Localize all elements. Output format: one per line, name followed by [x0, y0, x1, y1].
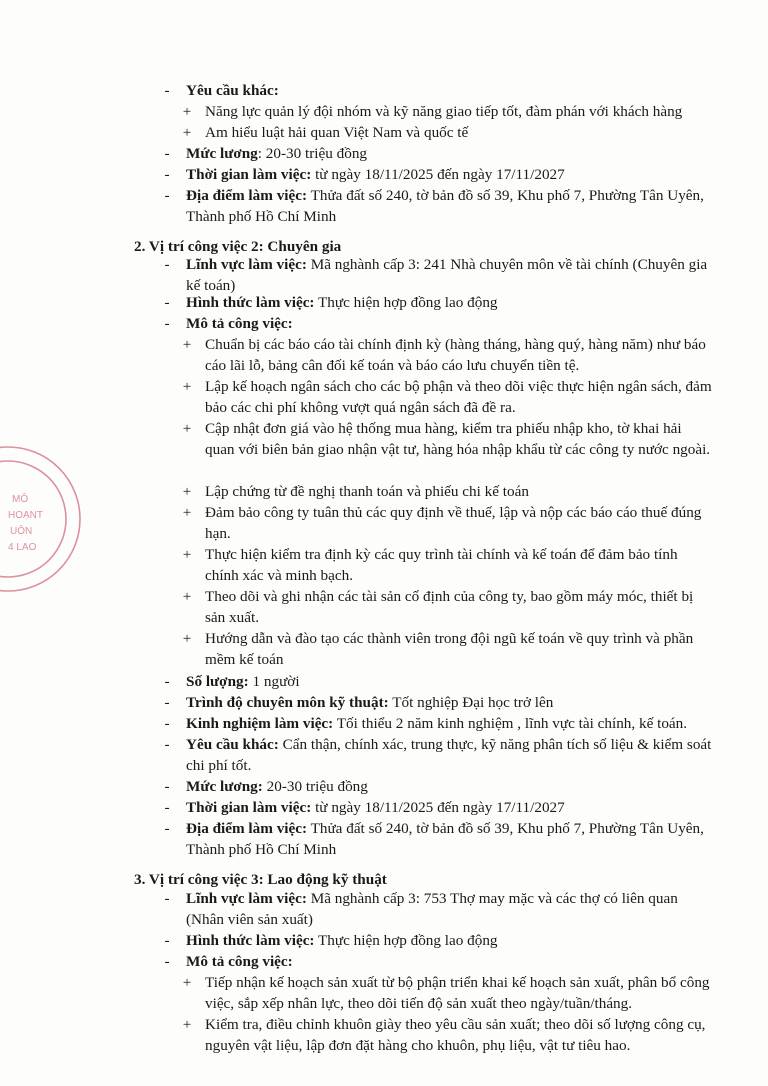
plus-item-text: Hướng dẫn và đào tạo các thành viên trong đội ngũ kế toán về quy trình và phần mềm kế toán	[205, 630, 694, 668]
plus-item-text: Lập kế hoạch ngân sách cho các bộ phận và theo dõi việc thực hiện ngân sách, đảm bảo các chi phí không vượt quá ngân sách đã đề ra.	[205, 378, 712, 416]
work-location-value: Thửa đất số 240, tờ bản đồ số 39, Khu phố 7, Phường Tân Uyên, Thành phố Hồ Chí Minh	[186, 187, 704, 225]
job-description-label: Mô tả công việc:	[186, 315, 293, 332]
field-label: Lĩnh vực làm việc:	[186, 890, 307, 907]
section-3-title: 3. Vị trí công việc 3: Lao động kỹ thuật	[134, 871, 387, 888]
dash-bullet: -	[164, 715, 170, 732]
plus-item-text: Tiếp nhận kế hoạch sản xuất từ bộ phận triển khai kế hoạch sản xuất, phân bổ công việc, sắp xếp nhân lực, theo dõi tiến độ sản xuất theo ngày/tuần/tháng.	[205, 974, 710, 1012]
work-time-value: từ ngày 18/11/2025 đến ngày 17/11/2027	[311, 166, 565, 183]
quantity-value: 1 người	[248, 673, 300, 690]
plus-item-text: Chuẩn bị các báo cáo tài chính định kỳ (hàng tháng, hàng quý, hàng năm) như báo cáo lãi lỗ, bảng cân đối kế toán và báo cáo lưu chuyển tiền tệ.	[205, 336, 706, 374]
requirement-other-value: Cẩn thận, chính xác, trung thực, kỹ năng phân tích số liệu & kiểm soát chi phí tốt.	[186, 736, 712, 774]
dash-bullet: -	[164, 145, 170, 162]
requirement-other-label: Yêu cầu khác:	[186, 82, 279, 99]
salary-value: : 20-30 triệu đồng	[257, 145, 368, 162]
plus-bullet: +	[182, 974, 192, 991]
dash-bullet: -	[164, 736, 170, 753]
plus-item-text: Cập nhật đơn giá vào hệ thống mua hàng, kiểm tra phiếu nhập kho, tờ khai hải quan với biên bản giao nhận vật tư, hàng hóa nhập khẩu từ các công ty nước ngoài.	[205, 420, 711, 458]
salary-value: 20-30 triệu đồng	[262, 778, 368, 795]
work-form-label: Hình thức làm việc:	[186, 932, 315, 949]
dash-bullet: -	[164, 778, 170, 795]
work-time-value: từ ngày 18/11/2025 đến ngày 17/11/2027	[311, 799, 565, 816]
plus-item-text: Theo dõi và ghi nhận các tài sản cố định của công ty, bao gồm máy móc, thiết bị sản xuất.	[205, 588, 694, 626]
dash-bullet: -	[164, 890, 170, 907]
dash-bullet: -	[164, 953, 170, 970]
plus-bullet: +	[182, 420, 192, 437]
field-value: Mã nghành cấp 3: 241 Nhà chuyên môn về tài chính (Chuyên gia kế toán)	[186, 256, 708, 294]
plus-item-text: Am hiểu luật hải quan Việt Nam và quốc tế	[205, 124, 469, 141]
seal-line: UÔN	[10, 526, 33, 537]
plus-bullet: +	[182, 504, 192, 521]
dash-bullet: -	[164, 166, 170, 183]
work-location-value: Thửa đất số 240, tờ bản đồ số 39, Khu phố 7, Phường Tân Uyên, Thành phố Hồ Chí Minh	[186, 820, 704, 858]
section-2-title: 2. Vị trí công việc 2: Chuyên gia	[134, 238, 342, 255]
seal-line: 4 LAO	[8, 542, 37, 553]
qualification-label: Trình độ chuyên môn kỹ thuật:	[186, 694, 389, 711]
salary-label: Mức lương	[186, 145, 258, 162]
work-form-label: Hình thức làm việc:	[186, 294, 315, 311]
dash-bullet: -	[164, 294, 170, 311]
plus-bullet: +	[182, 378, 192, 395]
plus-bullet: +	[182, 336, 192, 353]
dash-bullet: -	[164, 799, 170, 816]
field-value: Mã nghành cấp 3: 753 Thợ may mặc và các thợ có liên quan (Nhân viên sản xuất)	[186, 890, 678, 928]
dash-bullet: -	[164, 82, 170, 99]
plus-bullet: +	[182, 546, 192, 563]
qualification-value: Tốt nghiệp Đại học trở lên	[388, 694, 554, 711]
work-form-value: Thực hiện hợp đồng lao động	[314, 932, 498, 949]
job-description-label: Mô tả công việc:	[186, 953, 293, 970]
plus-bullet: +	[182, 1016, 192, 1033]
company-seal	[0, 444, 94, 594]
plus-item-text: Lập chứng từ đề nghị thanh toán và phiếu chi kế toán	[205, 483, 529, 500]
field-label: Lĩnh vực làm việc:	[186, 256, 307, 273]
work-location-label: Địa điểm làm việc:	[186, 820, 308, 837]
work-time-label: Thời gian làm việc:	[186, 166, 312, 183]
plus-bullet: +	[182, 124, 192, 141]
dash-bullet: -	[164, 315, 170, 332]
plus-item-text: Năng lực quản lý đội nhóm và kỹ năng giao tiếp tốt, đàm phán với khách hàng	[205, 103, 683, 120]
seal-line: MÔ	[12, 494, 29, 505]
quantity-label: Số lượng:	[186, 673, 249, 690]
plus-item-text: Kiểm tra, điều chỉnh khuôn giày theo yêu cầu sản xuất; theo dõi số lượng công cụ, nguyên vật liệu, lập đơn đặt hàng cho khuôn, phụ liệu, vật tư tiêu hao.	[205, 1016, 706, 1054]
plus-bullet: +	[182, 103, 192, 120]
work-location-label: Địa điểm làm việc:	[186, 187, 308, 204]
dash-bullet: -	[164, 256, 170, 273]
dash-bullet: -	[164, 694, 170, 711]
experience-value: Tối thiểu 2 năm kinh nghiệm , lĩnh vực tài chính, kế toán.	[333, 715, 688, 732]
requirement-other-label: Yêu cầu khác:	[186, 736, 279, 753]
work-form-value: Thực hiện hợp đồng lao động	[314, 294, 498, 311]
plus-bullet: +	[182, 588, 192, 605]
dash-bullet: -	[164, 187, 170, 204]
plus-item-text: Đảm bảo công ty tuân thủ các quy định về thuế, lập và nộp các báo cáo thuế đúng hạn.	[205, 504, 702, 542]
dash-bullet: -	[164, 673, 170, 690]
plus-bullet: +	[182, 630, 192, 647]
plus-item-text: Thực hiện kiểm tra định kỳ các quy trình tài chính và kế toán để đảm bảo tính chính xác và minh bạch.	[205, 546, 678, 584]
work-time-label: Thời gian làm việc:	[186, 799, 312, 816]
experience-label: Kinh nghiệm làm việc:	[186, 715, 334, 732]
dash-bullet: -	[164, 820, 170, 837]
salary-label: Mức lương:	[186, 778, 263, 795]
seal-line: HOẠNT	[8, 510, 43, 521]
plus-bullet: +	[182, 483, 192, 500]
dash-bullet: -	[164, 932, 170, 949]
